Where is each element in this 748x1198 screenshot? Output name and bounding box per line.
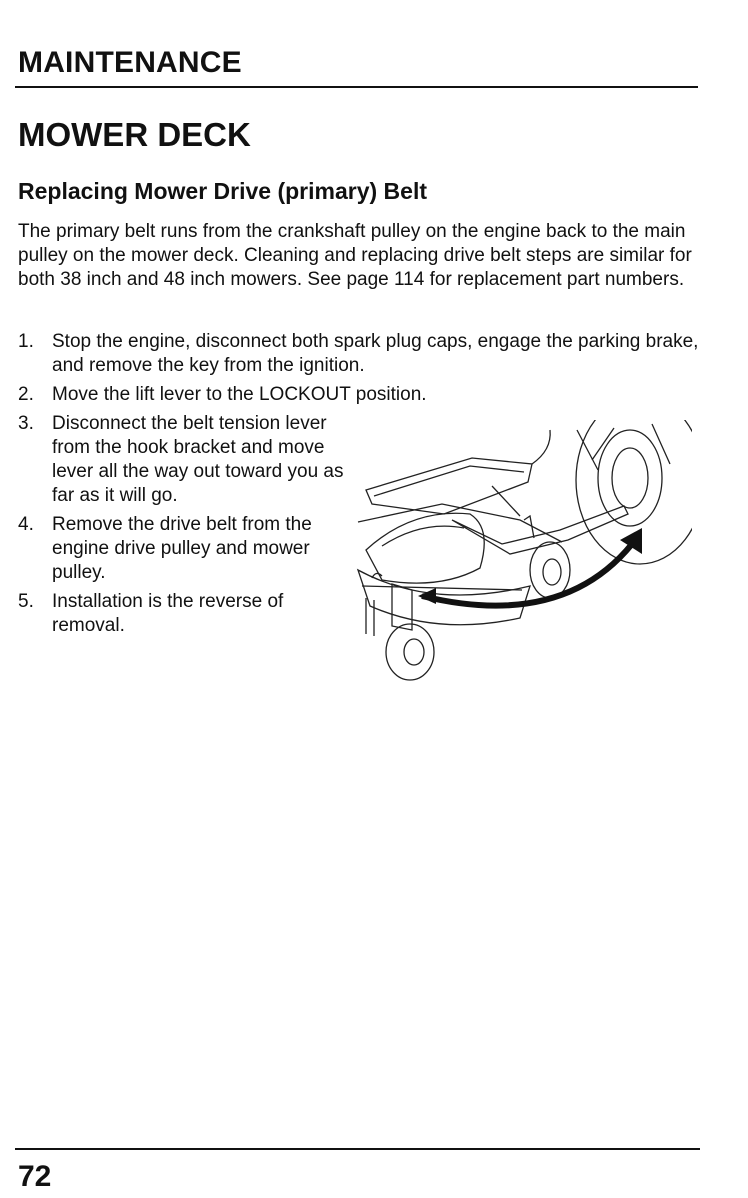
mower-deck-illustration xyxy=(352,420,692,685)
step-item-4 xyxy=(18,513,352,585)
intro-paragraph: The primary belt runs from the crankshaft pulley on the engine back to the main pulley on the mower deck. Cleaning and replacing drive belt steps are similar for both 38 inch and 48 inch mowers. See page 114 for replacement part numbers. xyxy=(18,221,692,290)
step-text: Move the lift lever to the LOCKOUT position. xyxy=(52,384,427,405)
step-text: Disconnect the belt tension lever from the hook bracket and move lever all the way out toward you as far as it will go. xyxy=(52,413,344,506)
header-divider xyxy=(15,86,698,88)
wheel-bracket xyxy=(392,584,412,630)
step-item-1 xyxy=(18,330,708,378)
step-number: 5. xyxy=(18,591,34,612)
bracket-posts xyxy=(366,598,374,636)
page-number: 72 xyxy=(18,1160,52,1193)
step-text: Installation is the reverse of removal. xyxy=(52,591,284,636)
hook-bracket xyxy=(524,516,534,538)
gauge-wheel-hub xyxy=(404,639,424,665)
step-number: 2. xyxy=(18,384,34,405)
step-item-2 xyxy=(18,383,708,407)
footer-divider xyxy=(15,1148,700,1150)
step-number: 1. xyxy=(18,331,34,352)
gauge-wheel xyxy=(386,624,434,680)
deck-edge xyxy=(362,586,522,590)
deck-wheel xyxy=(530,542,570,598)
procedure-subtitle: Replacing Mower Drive (primary) Belt xyxy=(18,178,427,204)
seat-back xyxy=(532,430,550,464)
engine-housing xyxy=(366,513,484,583)
page-title: MOWER DECK xyxy=(18,116,251,153)
arrow-tail-head xyxy=(418,588,436,604)
deck-body xyxy=(358,570,530,625)
rear-wheel-rim xyxy=(612,448,648,508)
step-number: 4. xyxy=(18,514,34,535)
step-text: Remove the drive belt from the engine drive pulley and mower pulley. xyxy=(52,514,312,583)
section-header: MAINTENANCE xyxy=(18,46,242,79)
deck-wheel-hub xyxy=(543,559,561,585)
step-number: 3. xyxy=(18,413,34,434)
step-item-5 xyxy=(18,590,352,638)
step-item-3 xyxy=(18,412,352,508)
step-text: Stop the engine, disconnect both spark plug caps, engage the parking brake, and remove the key from the ignition. xyxy=(52,331,699,376)
